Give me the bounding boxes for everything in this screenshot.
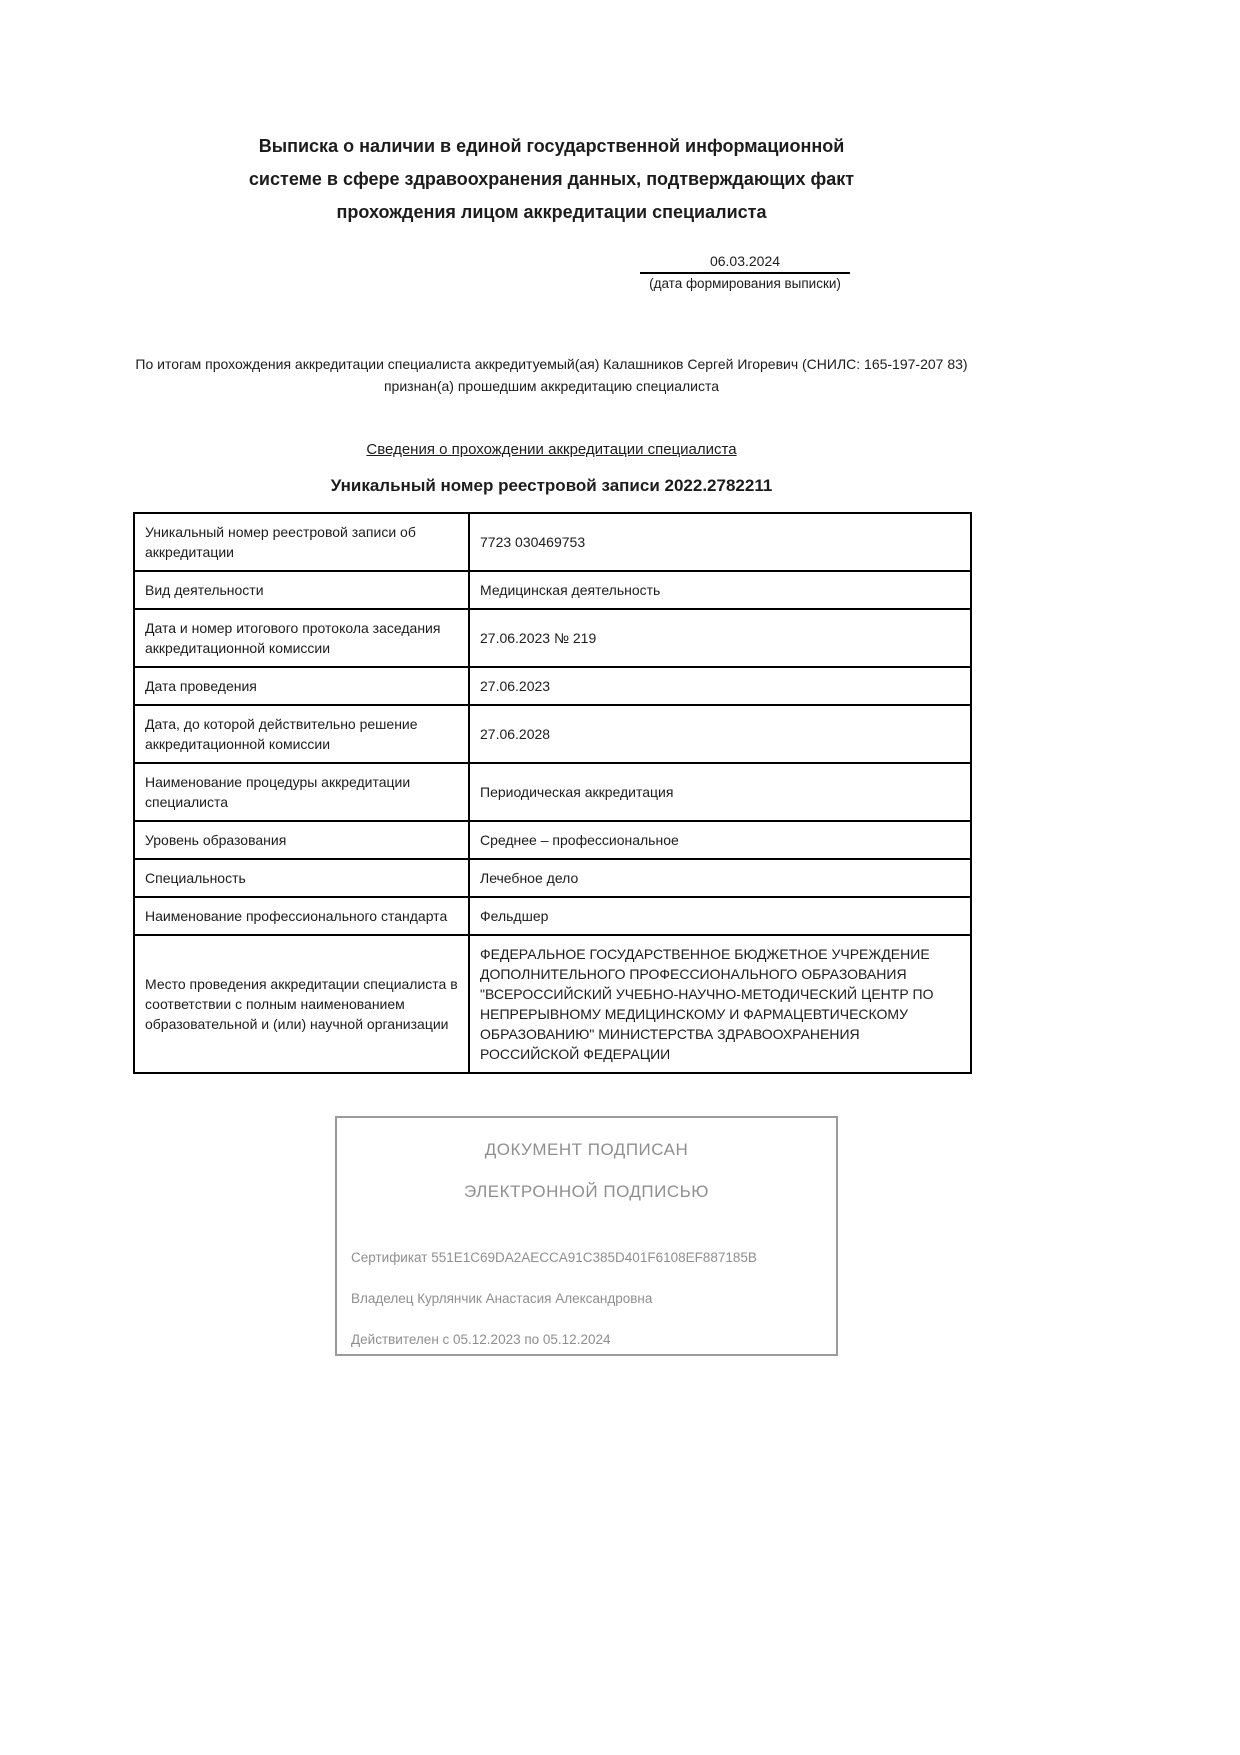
row-label: Уникальный номер реестровой записи об аккредитации	[134, 513, 469, 571]
row-label: Уровень образования	[134, 821, 469, 859]
registry-number-heading: Уникальный номер реестровой записи 2022.2782211	[330, 476, 773, 495]
signature-owner: Владелец Курлянчик Анастасия Александровна	[351, 1291, 653, 1306]
row-value: Медицинская деятельность	[469, 571, 971, 609]
row-value: Среднее – профессиональное	[469, 821, 971, 859]
document-content	[133, 0, 970, 1356]
row-value: ФЕДЕРАЛЬНОЕ ГОСУДАРСТВЕННОЕ БЮДЖЕТНОЕ УЧРЕЖДЕНИЕ ДОПОЛНИТЕЛЬНОГО ПРОФЕССИОНАЛЬНОГО ОБРАЗОВАНИЯ "ВСЕРОССИЙСКИЙ УЧЕБНО-НАУЧНО-МЕТОДИЧЕСКИЙ ЦЕНТР ПО НЕПРЕРЫВНОМУ МЕДИЦИНСКОМУ И ФАРМАЦЕВТИЧЕСКОМУ ОБРАЗОВАНИЮ" МИНИСТЕРСТВА ЗДРАВООХРАНЕНИЯ РОССИЙСКОЙ ФЕДЕРАЦИИ	[469, 935, 971, 1073]
row-label: Дата проведения	[134, 667, 469, 705]
table-row	[134, 821, 971, 859]
signature-heading-line-1: ДОКУМЕНТ ПОДПИСАН	[484, 1140, 689, 1159]
row-label: Специальность	[134, 859, 469, 897]
row-value: 7723 030469753	[469, 513, 971, 571]
extract-date-caption: (дата формирования выписки)	[649, 276, 841, 291]
table-row	[134, 935, 971, 1073]
row-value: Фельдшер	[469, 897, 971, 935]
document-title-line-1: Выписка о наличии в единой государственной информационной	[258, 136, 845, 156]
table-row	[134, 705, 971, 763]
row-label: Место проведения аккредитации специалиста в соответствии с полным наименованием образовательной и (или) научной организации	[134, 935, 469, 1073]
row-label: Дата и номер итогового протокола заседания аккредитационной комиссии	[134, 609, 469, 667]
row-value: 27.06.2023	[469, 667, 971, 705]
table-row	[134, 513, 971, 571]
accreditation-intro-paragraph: По итогам прохождения аккредитации специалиста аккредитуемый(ая) Калашников Сергей Игоревич (СНИЛС: 165-197-207 83) признан(а) прошедшим аккредитацию специалиста	[135, 356, 968, 394]
table-row	[134, 667, 971, 705]
table-row	[134, 859, 971, 897]
signature-certificate: Сертификат 551E1C69DA2AECCA91C385D401F6108EF887185B	[351, 1250, 757, 1265]
electronic-signature-stamp	[335, 1116, 838, 1356]
row-value: Периодическая аккредитация	[469, 763, 971, 821]
table-row	[134, 609, 971, 667]
document-title-line-3: прохождения лицом аккредитации специалиста	[336, 202, 767, 222]
row-value: 27.06.2028	[469, 705, 971, 763]
table-row	[134, 571, 971, 609]
document-title	[133, 130, 970, 229]
row-label: Наименование профессионального стандарта	[134, 897, 469, 935]
row-value: Лечебное дело	[469, 859, 971, 897]
extract-date-value: 06.03.2024	[640, 253, 850, 274]
accreditation-table	[133, 512, 972, 1074]
signature-heading-line-2: ЭЛЕКТРОННОЙ ПОДПИСЬЮ	[464, 1182, 709, 1201]
row-label: Наименование процедуры аккредитации специалиста	[134, 763, 469, 821]
table-row	[134, 763, 971, 821]
row-label: Вид деятельности	[134, 571, 469, 609]
row-label: Дата, до которой действительно решение аккредитационной комиссии	[134, 705, 469, 763]
document-title-line-2: системе в сфере здравоохранения данных, подтверждающих факт	[248, 169, 855, 189]
extract-date-block	[640, 253, 850, 291]
section-heading: Сведения о прохождении аккредитации специалиста	[366, 441, 737, 458]
table-row	[134, 897, 971, 935]
row-value: 27.06.2023 № 219	[469, 609, 971, 667]
signature-validity: Действителен с 05.12.2023 по 05.12.2024	[351, 1332, 611, 1347]
